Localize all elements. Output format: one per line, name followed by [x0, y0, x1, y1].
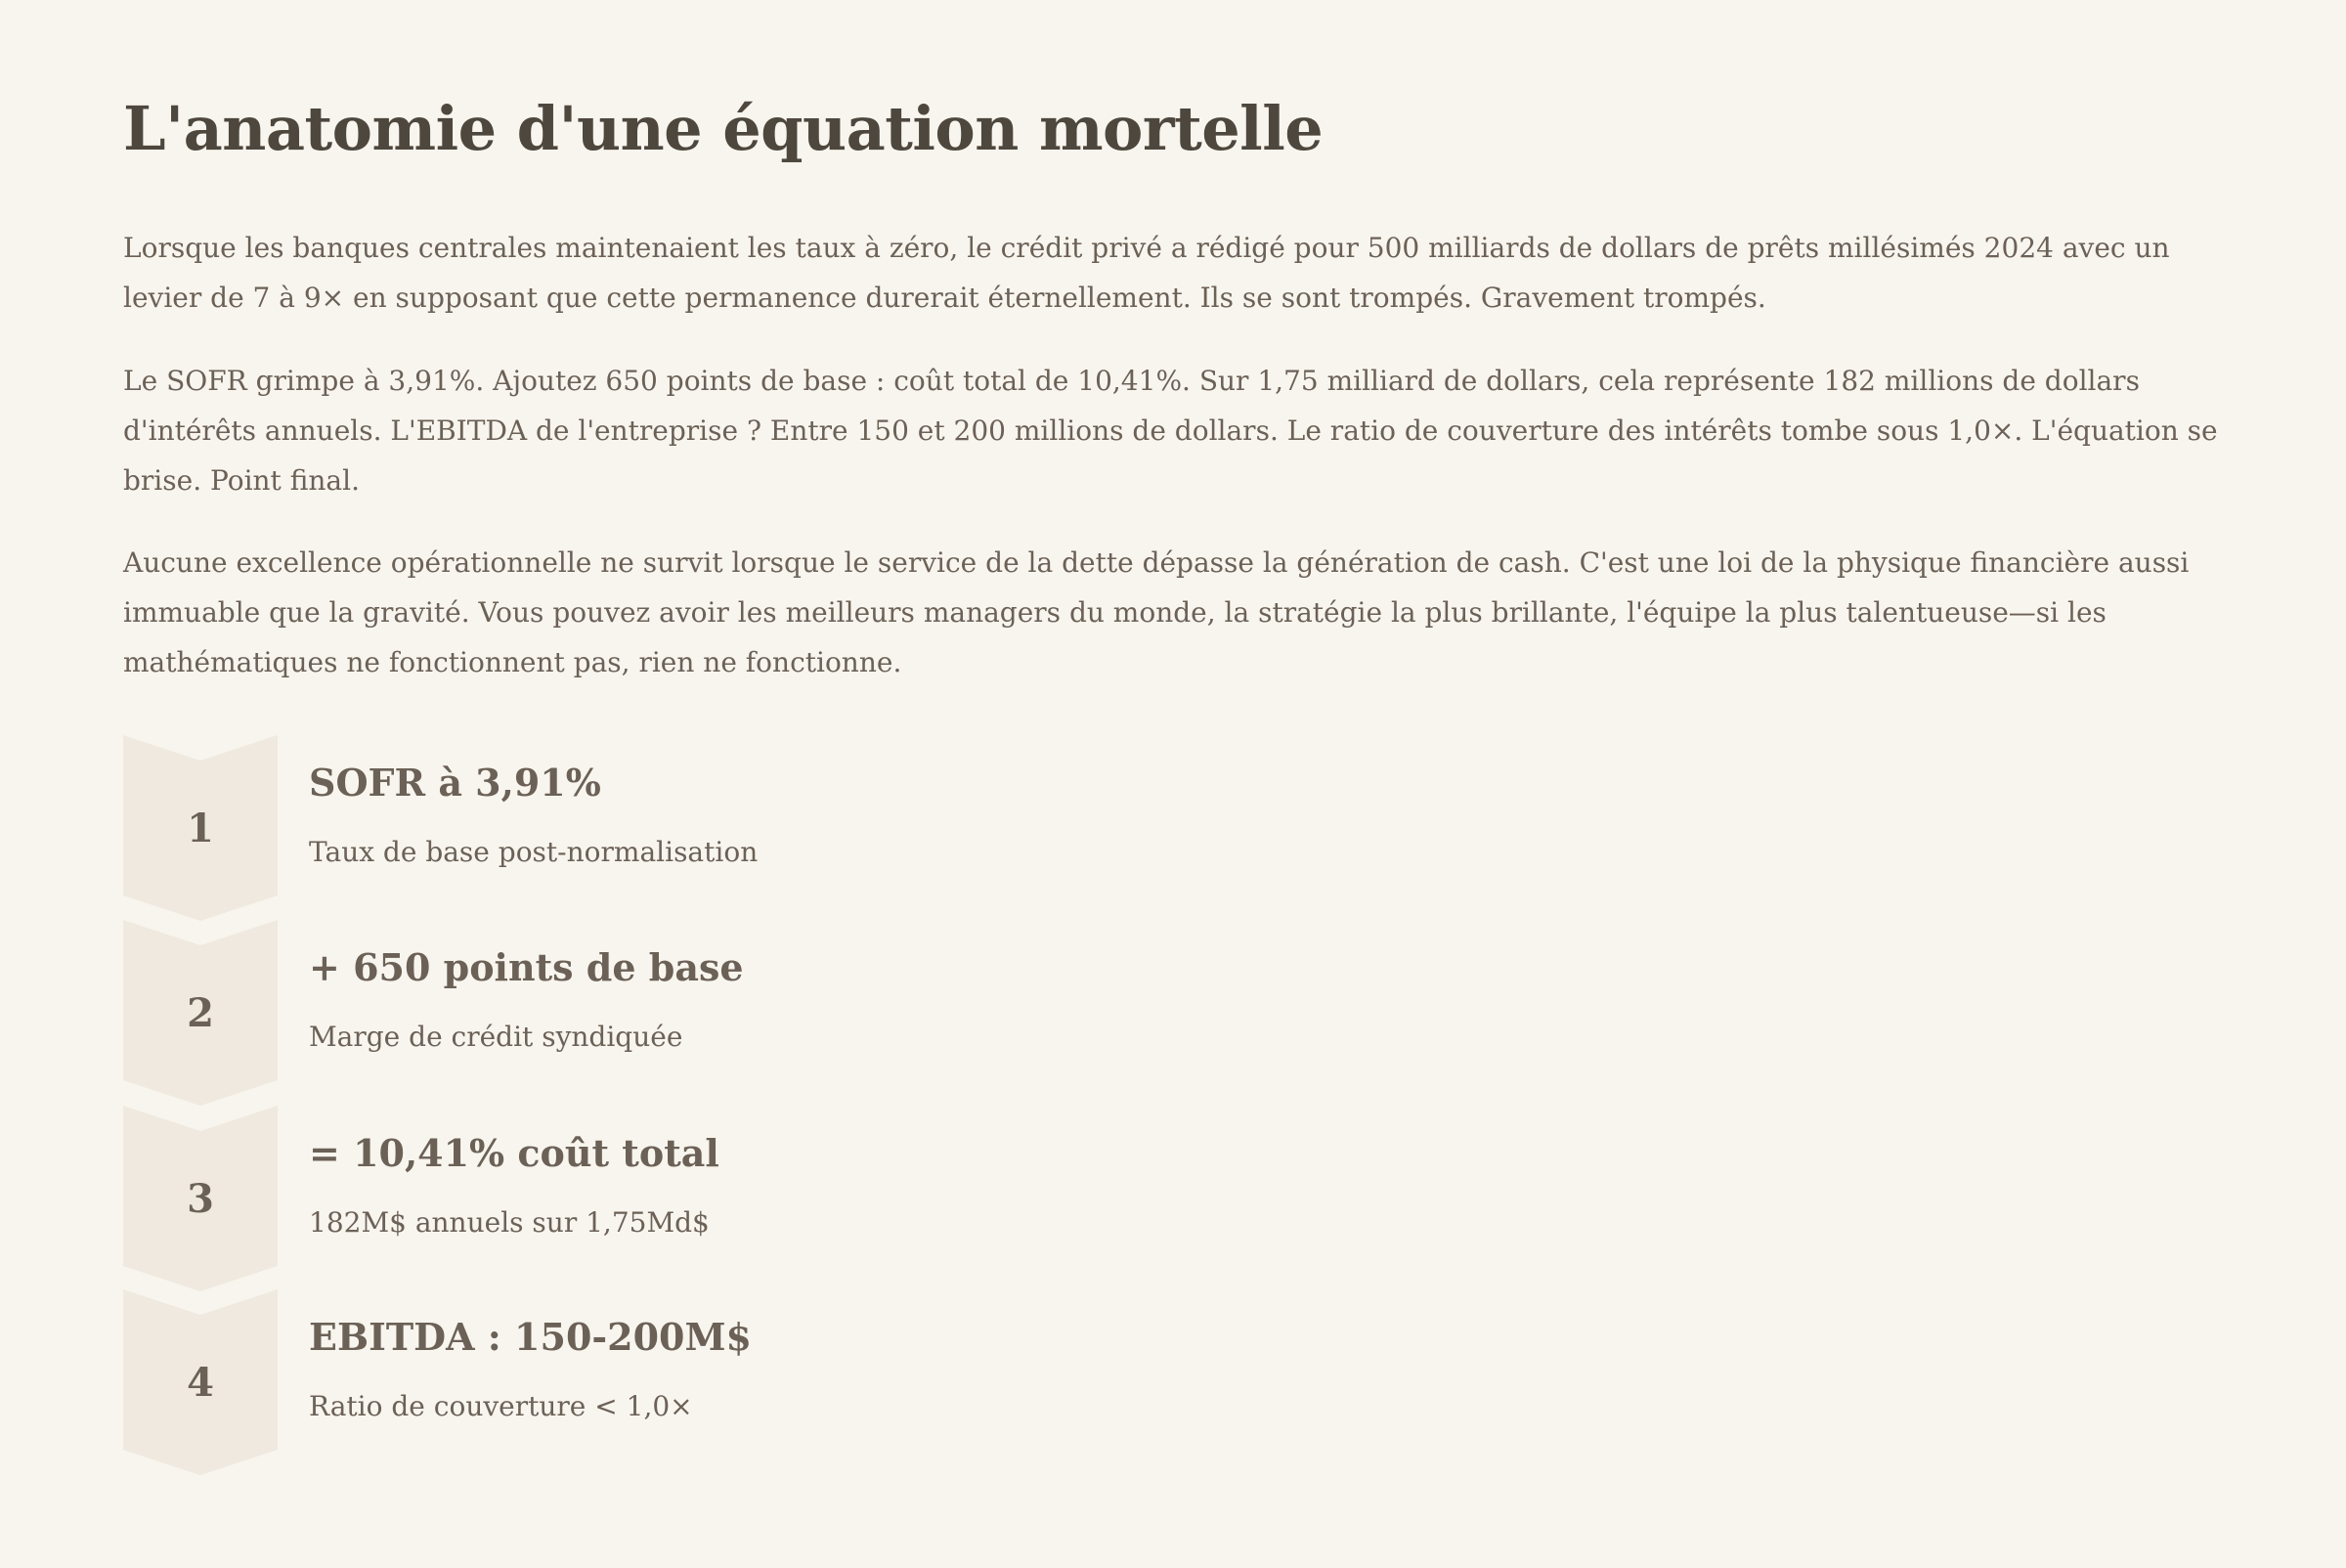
step-subtitle: Ratio de couverture < 1,0×: [309, 1390, 693, 1422]
step-subtitle: 182M$ annuels sur 1,75Md$: [309, 1206, 710, 1239]
intro-paragraph: Lorsque les banques centrales maintenaient les taux à zéro, le crédit privé a rédigé pour 500 milliards de dollars de prêts millésimés 2024 avec un levier de 7 à 9× en supposant que cette permanence durerait éternellement. Ils se sont trompés. Gravement trompés.: [123, 232, 2170, 314]
calculation-paragraph: Le SOFR grimpe à 3,91%. Ajoutez 650 points de base : coût total de 10,41%. Sur 1,75 milliard de dollars, cela représente 182 millions de dollars d'intérêts annuels. L'EBITDA de l'entreprise ? Entre 150 et 200 millions de dollars. Le ratio de couverture des intérêts tombe sous 1,0×. L'équation se brise. Point final.: [123, 365, 2218, 497]
step-title: EBITDA : 150-200M$: [309, 1315, 752, 1359]
step-1: [123, 735, 1296, 921]
document-page: [123, 90, 2225, 1422]
step-2: [123, 920, 1296, 1106]
step-title: = 10,41% coût total: [309, 1131, 719, 1175]
step-subtitle: Marge de crédit syndiquée: [309, 1021, 683, 1053]
step-subtitle: Taux de base post-normalisation: [309, 836, 759, 868]
step-number: 4: [187, 1359, 214, 1406]
step-title: + 650 points de base: [309, 945, 744, 989]
step-number: 2: [187, 989, 214, 1036]
conclusion-paragraph: Aucune excellence opérationnelle ne survit lorsque le service de la dette dépasse la génération de cash. C'est une loi de la physique financière aussi immuable que la gravité. Vous pouvez avoir les meilleurs managers du monde, la stratégie la plus brillante, l'équipe la plus talentueuse—si les mathématiques ne fonctionnent pas, rien ne fonctionne.: [123, 546, 2190, 678]
page-title: L'anatomie d'une équation mortelle: [123, 93, 1324, 164]
step-4: [123, 1289, 1296, 1475]
step-number: 1: [187, 805, 214, 851]
step-number: 3: [187, 1175, 214, 1222]
step-3: [123, 1106, 1296, 1291]
step-title: SOFR à 3,91%: [309, 761, 601, 805]
